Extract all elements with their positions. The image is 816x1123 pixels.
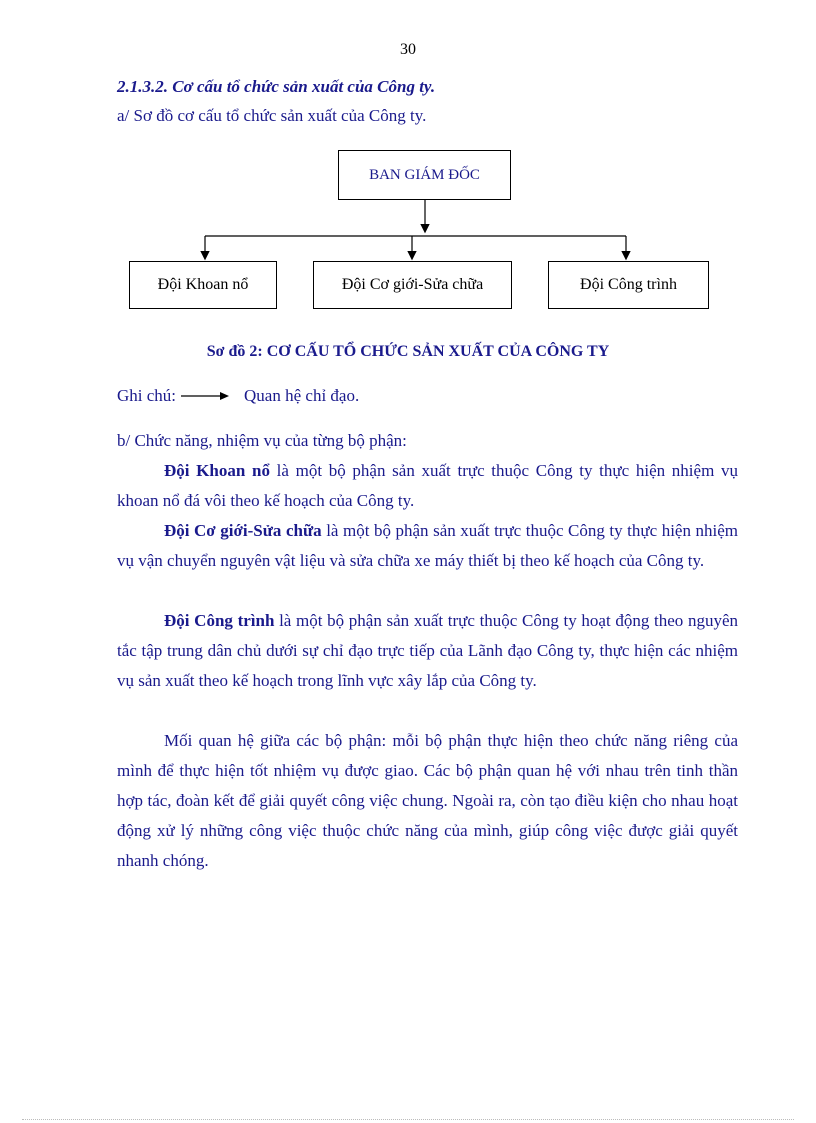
term-mechanical-team: Đội Cơ giới-Sửa chữa <box>164 521 322 540</box>
legend-meaning: Quan hệ chỉ đạo. <box>244 386 360 405</box>
arrow-icon <box>180 391 230 401</box>
page-bottom-rule <box>22 1119 794 1120</box>
page-number: 30 <box>400 41 416 58</box>
paragraph-text: Mối quan hệ giữa các bộ phận: mỗi bộ phận thực hiện theo chức năng riêng của mình để thực hiện tốt nhiệm vụ được giao. Các bộ phận quan hệ với nhau trên tinh thần hợp tác, đoàn kết để giải quyết công việc chung. Ngoài ra, còn tạo điều kiện cho nhau hoạt động xử lý những công việc thuộc chức năng của mình, giúp công việc được giải quyết nhanh chóng. <box>117 731 738 870</box>
paragraph-drilling-team <box>117 456 738 516</box>
legend-label: Ghi chú: <box>117 386 177 405</box>
paragraph-text: là một bộ phận sản xuất trực thuộc Công ty thực hiện nhiệm vụ khoan nổ đá vôi theo kế hoạch của Công ty. <box>117 461 738 510</box>
term-construction-team: Đội Công trình <box>164 611 275 630</box>
term-drilling-team: Đội Khoan nổ <box>164 461 270 480</box>
subheading: a/ Sơ đồ cơ cấu tổ chức sản xuất của Công ty. <box>117 106 427 125</box>
legend <box>117 386 359 406</box>
paragraph-text: là một bộ phận sản xuất trực thuộc Công ty thực hiện nhiệm vụ vận chuyển nguyên vật liệu và sửa chữa xe máy thiết bị theo kế hoạch của Công ty. <box>117 521 738 570</box>
paragraph-construction-team <box>117 606 738 696</box>
diagram-caption: Sơ đồ 2: CƠ CẤU TỔ CHỨC SẢN XUẤT CỦA CÔNG TY <box>206 343 610 360</box>
paragraph-text: là một bộ phận sản xuất trực thuộc Công ty hoạt động theo nguyên tắc tập trung dân chủ dưới sự chỉ đạo trực tiếp của Lãnh đạo Công ty, thực hiện các nhiệm vụ sản xuất theo kế hoạch trong lĩnh vực xây lắp của Công ty. <box>117 611 738 690</box>
org-box-mechanical-team: Đội Cơ giới-Sửa chữa <box>313 261 512 309</box>
section-heading: 2.1.3.2. Cơ cấu tổ chức sản xuất của Công ty. <box>117 77 436 96</box>
org-box-drilling-team: Đội Khoan nổ <box>129 261 277 309</box>
org-box-board: BAN GIÁM ĐỐC <box>338 150 511 200</box>
org-box-construction-team: Đội Công trình <box>548 261 709 309</box>
section-b-heading: b/ Chức năng, nhiệm vụ của từng bộ phận: <box>117 431 407 450</box>
paragraph-mechanical-team <box>117 516 738 576</box>
paragraph-relationship <box>117 726 738 876</box>
